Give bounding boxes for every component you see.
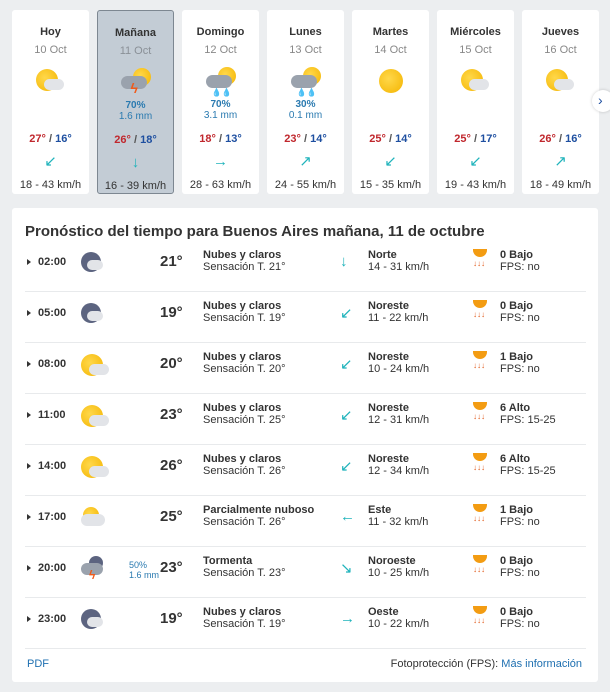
temp-min: 18° [140,134,157,146]
day-name: Lunes [289,26,322,38]
temperature: 23° [160,559,183,576]
expand-caret-icon[interactable] [27,310,31,316]
wind-speed: 11 - 32 km/h [368,516,429,528]
wind-speed: 11 - 22 km/h [368,312,429,324]
wind-south-icon: ↓ [131,154,140,171]
day-name: Domingo [196,26,245,38]
feels-like: Sensación T. 19° [203,312,286,324]
wind-speed: 18 - 49 km/h [529,179,592,191]
expand-caret-icon[interactable] [27,616,31,622]
day-date: 15 Oct [459,44,492,56]
temp-separator: / [555,133,566,145]
wind-speed: 10 - 22 km/h [368,618,430,630]
day-name: Martes [372,26,409,38]
precip-probability: 30% [295,99,316,110]
more-info-link[interactable]: Más información [501,658,582,670]
precip-probability: 50% [129,560,148,570]
mostly-cloudy-icon [79,505,105,529]
uv-sun-icon: ↓↓↓ [473,555,489,577]
wind-direction: Este [368,504,392,516]
fps-value: FPS: no [500,363,540,375]
day-name: Miércoles [450,26,501,38]
hour: 14:00 [38,460,67,472]
day-card-5[interactable] [437,10,514,194]
day-name: Hoy [40,26,61,38]
day-date: 16 Oct [544,44,577,56]
hourly-row[interactable] [25,547,586,598]
temp-max: 18° [199,133,216,145]
feels-like: Sensación T. 20° [203,363,286,375]
hourly-forecast-panel [12,208,598,682]
wind-northeast-icon: ↗ [554,153,567,170]
condition: Nubes y claros [203,351,282,363]
wind-southwest-icon: ↙ [340,458,353,475]
temp-min: 17° [480,133,497,145]
partly-cloudy-icon [34,67,68,97]
day-date: 13 Oct [289,44,322,56]
condition: Nubes y claros [203,402,282,414]
hour: 20:00 [38,562,67,574]
uv-sun-icon: ↓↓↓ [473,504,489,526]
hour: 05:00 [38,307,67,319]
wind-direction: Norte [368,249,397,261]
temperature: 21° [160,253,183,270]
wind-west-icon: ← [340,508,355,525]
temperature: 19° [160,610,183,627]
wind-speed: 18 - 43 km/h [19,179,82,191]
rain-icon: 💧💧 [289,67,323,97]
day-date: 12 Oct [204,44,237,56]
condition: Nubes y claros [203,606,282,618]
uv-index: 1 Bajo [500,351,534,363]
expand-caret-icon[interactable] [27,463,31,469]
precip-probability: 70% [210,99,231,110]
rain-icon: 💧💧 [204,67,238,97]
precip-amount: 1.6 mm [118,111,153,122]
precip-amount: 0.1 mm [288,110,323,121]
temp-separator: / [300,133,311,145]
fps-value: FPS: no [500,261,540,273]
wind-southwest-icon: ↙ [340,407,353,424]
uv-sun-icon: ↓↓↓ [473,453,489,475]
expand-caret-icon[interactable] [27,412,31,418]
uv-index: 0 Bajo [500,606,534,618]
thunderstorm-icon: ϟ [119,68,153,98]
fps-value: FPS: no [500,567,540,579]
sun-icon [374,67,408,97]
wind-southwest-icon: ↙ [384,153,397,170]
wind-east-icon: → [340,610,355,627]
feels-like: Sensación T. 21° [203,261,286,273]
wind-southwest-icon: ↙ [469,153,482,170]
hourly-row[interactable] [25,241,586,292]
temp-separator: / [215,133,226,145]
wind-direction: Oeste [368,606,399,618]
day-card-2[interactable] [182,10,259,194]
wind-speed: 16 - 39 km/h [104,180,167,192]
condition: Parcialmente nuboso [203,504,315,516]
day-card-1[interactable] [97,10,174,194]
uv-sun-icon: ↓↓↓ [473,300,489,322]
wind-speed: 10 - 24 km/h [368,363,430,375]
wind-speed: 12 - 34 km/h [368,465,430,477]
uv-index: 0 Bajo [500,249,534,261]
day-card-3[interactable] [267,10,344,194]
wind-speed: 28 - 63 km/h [189,179,252,191]
day-date: 14 Oct [374,44,407,56]
fps-value: FPS: 15-25 [500,414,556,426]
hourly-row[interactable] [25,292,586,343]
condition: Tormenta [203,555,253,567]
temp-max: 25° [454,133,471,145]
day-date: 10 Oct [34,44,67,56]
daily-forecast-strip [12,10,602,194]
hour: 02:00 [38,256,67,268]
condition: Nubes y claros [203,249,282,261]
partly-cloudy-icon [79,352,105,376]
temp-separator: / [385,133,396,145]
wind-southwest-icon: ↙ [340,305,353,322]
day-date: 11 Oct [119,45,152,57]
partly-cloudy-icon [79,454,105,478]
temp-separator: / [45,133,56,145]
temp-min: 16° [565,133,582,145]
expand-caret-icon[interactable] [27,259,31,265]
hourly-row[interactable] [25,496,586,547]
hourly-row[interactable] [25,598,586,649]
temp-max: 26° [114,134,131,146]
uv-index: 0 Bajo [500,300,534,312]
wind-direction: Noreste [368,453,409,465]
day-name: Mañana [115,27,156,39]
wind-speed: 10 - 25 km/h [368,567,430,579]
temperature: 25° [160,508,183,525]
expand-caret-icon[interactable] [27,361,31,367]
fps-value: FPS: no [500,516,540,528]
night-thunderstorm-icon: ϟ [79,556,105,580]
uv-index: 6 Alto [500,402,531,414]
wind-speed: 12 - 31 km/h [368,414,430,426]
temp-min: 13° [225,133,242,145]
hourly-row[interactable] [25,343,586,394]
feels-like: Sensación T. 26° [203,465,286,477]
temp-max: 26° [539,133,556,145]
wind-direction: Noroeste [368,555,416,567]
wind-speed: 14 - 31 km/h [368,261,430,273]
temperature: 23° [160,406,183,423]
wind-northeast-icon: ↗ [299,153,312,170]
feels-like: Sensación T. 26° [203,516,286,528]
hourly-row[interactable] [25,394,586,445]
temp-max: 23° [284,133,301,145]
temp-min: 14° [395,133,412,145]
temperature: 19° [160,304,183,321]
wind-southwest-icon: ↙ [44,153,57,170]
hour: 11:00 [38,409,66,421]
fps-label: Fotoprotección (FPS): [390,658,502,670]
condition: Nubes y claros [203,300,282,312]
moon-cloud-icon [79,250,105,274]
temp-max: 25° [369,133,386,145]
precip-amount: 1.6 mm [129,570,160,580]
next-days-button[interactable]: › [592,90,610,112]
day-card-6[interactable] [522,10,599,194]
forecast-title: Pronóstico del tiempo para Buenos Aires mañana, 11 de octubre [25,223,485,240]
wind-speed: 24 - 55 km/h [274,179,337,191]
uv-sun-icon: ↓↓↓ [473,402,489,424]
uv-sun-icon: ↓↓↓ [473,606,489,628]
wind-direction: Noreste [368,402,409,414]
temperature: 20° [160,355,183,372]
wind-direction: Noreste [368,300,409,312]
precip-amount: 3.1 mm [203,110,238,121]
feels-like: Sensación T. 25° [203,414,286,426]
uv-sun-icon: ↓↓↓ [473,249,489,271]
uv-index: 6 Alto [500,453,531,465]
wind-speed: 15 - 35 km/h [359,179,422,191]
wind-south-icon: ↓ [340,253,348,270]
feels-like: Sensación T. 19° [203,618,286,630]
uv-index: 0 Bajo [500,555,534,567]
day-card-4[interactable] [352,10,429,194]
temp-min: 14° [310,133,327,145]
wind-speed: 19 - 43 km/h [444,179,507,191]
uv-index: 1 Bajo [500,504,534,516]
wind-southeast-icon: ↘ [340,560,353,577]
wind-direction: Noreste [368,351,409,363]
hourly-row[interactable] [25,445,586,496]
wind-east-icon: → [213,153,228,170]
fps-value: FPS: no [500,618,540,630]
hour: 23:00 [38,613,67,625]
expand-caret-icon[interactable] [27,565,31,571]
partly-cloudy-icon [459,67,493,97]
day-card-0[interactable] [12,10,89,194]
temp-separator: / [130,134,141,146]
fps-value: FPS: 15-25 [500,465,556,477]
day-name: Jueves [541,26,580,38]
hour: 17:00 [38,511,67,523]
partly-cloudy-icon [544,67,578,97]
hour: 08:00 [38,358,67,370]
precip-probability: 70% [125,100,146,111]
expand-caret-icon[interactable] [27,514,31,520]
partly-cloudy-icon [79,403,105,427]
pdf-link[interactable]: PDF [27,658,49,670]
moon-cloud-icon [79,301,105,325]
fps-value: FPS: no [500,312,540,324]
temp-separator: / [470,133,481,145]
wind-southwest-icon: ↙ [340,356,353,373]
temp-max: 27° [29,133,46,145]
condition: Nubes y claros [203,453,282,465]
feels-like: Sensación T. 23° [203,567,286,579]
temperature: 26° [160,457,183,474]
moon-cloud-icon [79,607,105,631]
temp-min: 16° [55,133,72,145]
uv-sun-icon: ↓↓↓ [473,351,489,373]
